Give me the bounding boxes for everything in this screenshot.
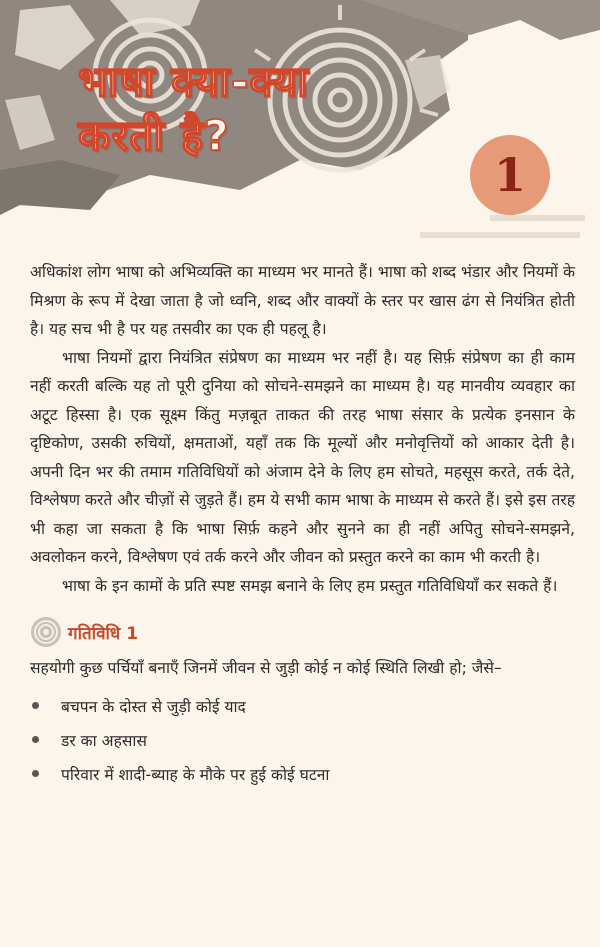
chapter-banner [0,0,600,250]
activity-title: गतिविधि 1 [68,623,139,644]
bullet-dot-icon [32,702,39,709]
list-item-text: डर का अहसास [61,731,147,750]
bullet-dot-icon [32,736,39,743]
paragraph: अधिकांश लोग भाषा को अभिव्यक्ति का माध्यम भर मानते हैं। भाषा को शब्द भंडार और नियमों के मिश्रण के रूप में देखा जाता है जो ध्वनि, शब्द और वाक्यों के स्तर पर खास ढंग से नियंत्रित होती है। यह सच भी है पर यह तसवीर का एक ही पहलू है। [30,263,575,338]
list-item [30,757,575,791]
activity-list [30,689,575,791]
bullet-dot-icon [32,770,39,777]
chapter-body [30,258,575,791]
activity-intro: सहयोगी कुछ पर्चियाँ बनाएँ जिनमें जीवन से जुड़ी कोई न कोई स्थिति लिखी हो; जैसे– [30,659,502,677]
chapter-title-line2: करती है? [78,111,230,160]
list-item-text: परिवार में शादी-ब्याह के मौके पर हुई कोई घटना [61,765,330,784]
list-item [30,689,575,723]
activity-heading [30,616,575,648]
list-item-text: बचपन के दोस्त से जुड़ी कोई याद [61,697,246,716]
spiral-ornament-icon [30,616,62,648]
paragraph: भाषा नियमों द्वारा नियंत्रित संप्रेषण का माध्यम भर नहीं है। यह सिर्फ़ संप्रेषण का ही काम नहीं करती बल्कि यह तो पूरी दुनिया को सोचने-समझने का माध्यम है। यह मानवीय व्यवहार का अटूट हिस्सा है। एक सूक्ष्म किंतु मज़बूत ताकत की तरह भाषा संसार के प्रत्येक इनसान के दृष्टिकोण, उसकी रुचियों, क्षमताओं, यहाँ तक कि मूल्यों और मनोवृत्तियों को आकार देती है। अपनी दिन भर की तमाम गतिविधियों को अंजाम देने के लिए हम सोचते, महसूस करते, तर्क देते, विश्लेषण करते और चीज़ों से जुड़ते हैं। हम ये सभी काम भाषा के माध्यम से करते हैं। इसे इस तरह भी कहा जा सकता है कि भाषा सिर्फ़ कहने और सुनने का ही नहीं अपितु सोचने-समझने, अवलोकन करने, विश्लेषण एवं तर्क करने और जीवन को प्रस्तुत करने का काम भी करती है। [30,348,575,566]
paragraph: भाषा के इन कामों के प्रति स्पष्ट समझ बनाने के लिए हम प्रस्तुत गतिविधियाँ कर सकते हैं। [62,576,558,595]
chapter-number-badge: 1 [470,135,550,215]
chapter-title-line1: भाषा क्या-क्या [78,57,310,106]
list-item [30,723,575,757]
chapter-title [78,55,358,163]
